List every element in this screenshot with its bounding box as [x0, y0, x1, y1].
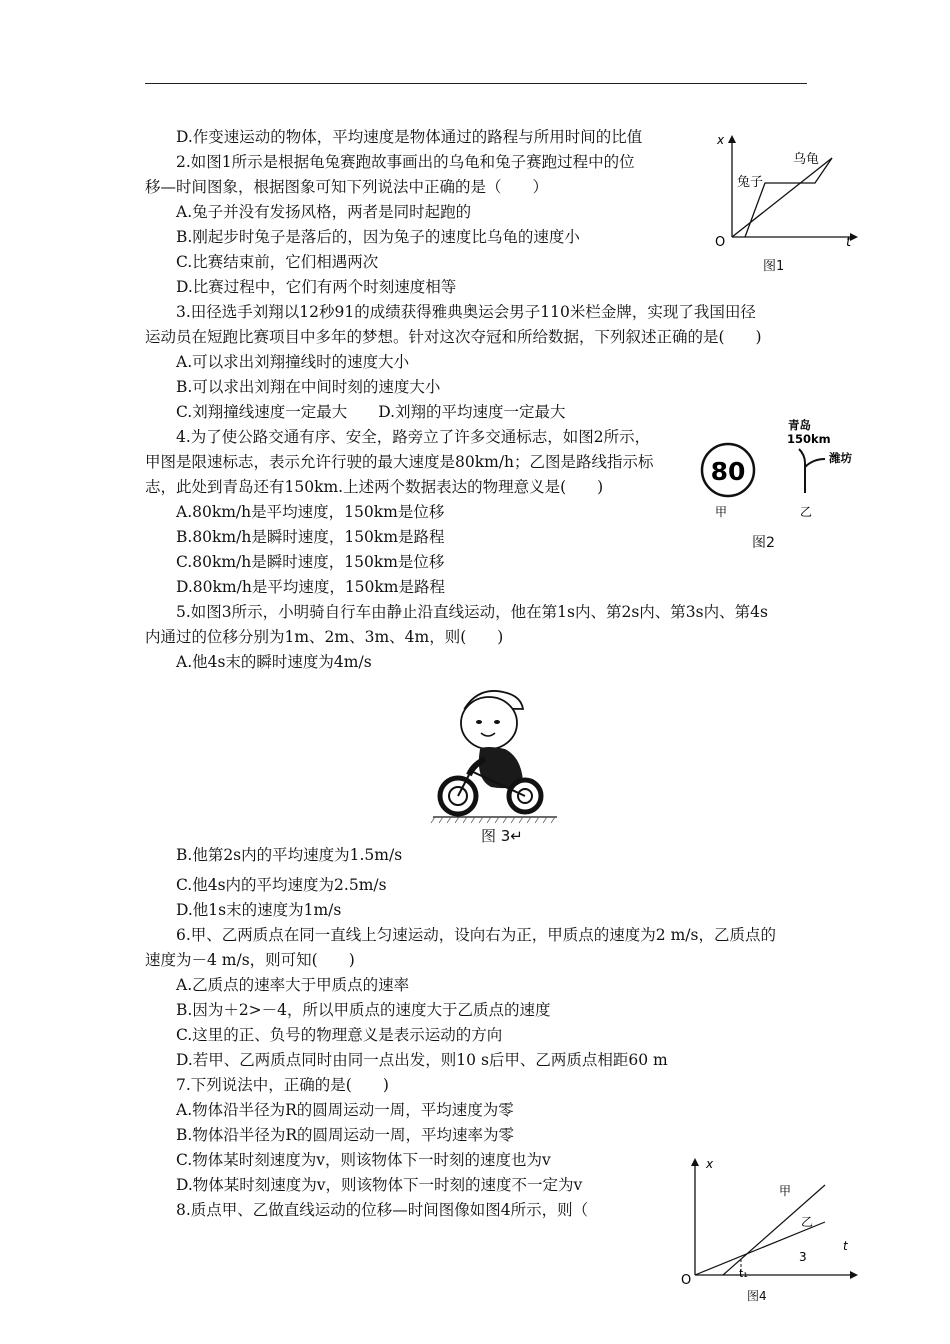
fig4-t-axis-label: t: [843, 1239, 848, 1253]
fig4-yi-label: 乙: [801, 1215, 814, 1229]
fig1-rabbit-label: 兔子: [737, 175, 764, 190]
head-icon: [461, 697, 517, 749]
fig1-rabbit-line: [745, 158, 832, 237]
q2-stem-2: 移—时间图象，根据图象可知下列说法中正确的是（ ）: [145, 178, 549, 196]
q2-stem-1: 2.如图1所示是根据龟兔赛跑故事画出的乌龟和兔子赛跑过程中的位: [176, 153, 635, 171]
q3-option-a: A.可以求出刘翔撞线时的速度大小: [176, 353, 410, 371]
q7-stem: 7.下列说法中，正确的是( ): [176, 1076, 389, 1094]
fig4-line-jia: [723, 1185, 825, 1275]
sign-b-label: 乙: [800, 505, 813, 519]
figure-3-caption: 图 3↵: [481, 827, 523, 845]
q4-stem-2: 甲图是限速标志，表示允许行驶的最大速度是80km/h；乙图是路线指示标: [145, 453, 654, 471]
q5-option-c: C.他4s内的平均速度为2.5m/s: [176, 876, 387, 894]
q3-option-cd: C.刘翔撞线速度一定最大 D.刘翔的平均速度一定最大: [176, 403, 566, 421]
q3-stem-2: 运动员在短跑比赛项目中多年的梦想。针对这次夺冠和所给数据，下列叙述正确的是( ): [145, 328, 762, 346]
q4-stem-1: 4.为了使公路交通有序、安全，路旁立了许多交通标志，如图2所示，: [176, 428, 651, 446]
figure-1-caption: 图1: [763, 259, 785, 274]
header-rule: [145, 83, 807, 84]
q2-option-c: C.比赛结束前，它们相遇两次: [176, 253, 379, 271]
q4-stem-3: 志，此处到青岛还有150km.上述两个数据表达的物理意义是( ): [145, 478, 604, 496]
fig4-3-label: 3: [799, 1250, 807, 1264]
q5-stem-2: 内通过的位移分别为1m、2m、3m、4m，则( ): [145, 628, 504, 646]
q2-option-a: A.兔子并没有发扬风格，两者是同时起跑的: [176, 203, 472, 221]
q6-stem-1: 6.甲、乙两质点在同一直线上匀速运动，设向右为正，甲质点的速度为2 m/s，乙质点的: [176, 926, 776, 944]
q6-option-d: D.若甲、乙两质点同时由同一点出发，则10 s后甲、乙两质点相距60 m: [176, 1051, 668, 1069]
q6-option-a: A.乙质点的速率大于甲质点的速率: [176, 976, 410, 994]
q7-option-b: B.物体沿半径为R的圆周运动一周，平均速率为零: [176, 1126, 514, 1144]
dest-distance-label: 150km: [787, 432, 831, 446]
figure-2-caption: 图2: [752, 535, 775, 551]
q4-option-c: C.80km/h是瞬时速度，150km是位移: [176, 553, 445, 571]
fig4-line-yi: [695, 1222, 825, 1275]
fig4-x-axis-label: x: [706, 1157, 714, 1171]
q5-option-a: A.他4s末的瞬时速度为4m/s: [176, 653, 372, 671]
q6-option-b: B.因为＋2>－4，所以甲质点的速度大于乙质点的速度: [176, 1001, 551, 1019]
fig1-x-axis-label: x: [717, 133, 725, 147]
figure-4-caption: 图4: [747, 1289, 767, 1303]
figure-4-xt-graph: [675, 1150, 865, 1290]
fig4-t1-label: t₁: [739, 1267, 748, 1280]
q5-option-b: B.他第2s内的平均速度为1.5m/s: [176, 846, 403, 864]
fig1-origin-label: O: [715, 235, 726, 250]
q7-option-d: D.物体某时刻速度为v，则该物体下一时刻的速度不一定为v: [176, 1176, 583, 1194]
fig1-t-axis-label: t: [846, 235, 852, 250]
q4-option-b: B.80km/h是瞬时速度，150km是路程: [176, 528, 445, 546]
q3-option-b: B.可以求出刘翔在中间时刻的速度大小: [176, 378, 441, 396]
q3-stem-1: 3.田径选手刘翔以12秒91的成绩获得雅典奥运会男子110米栏金牌，实现了我国田径: [176, 303, 756, 321]
fig1-tortoise-line: [732, 158, 832, 237]
q7-option-a: A.物体沿半径为R的圆周运动一周，平均速度为零: [176, 1101, 514, 1119]
fig4-origin-label: O: [681, 1273, 692, 1288]
q1-option-d: D.作变速运动的物体，平均速度是物体通过的路程与所用时间的比值: [176, 128, 643, 146]
fig1-tortoise-label: 乌龟: [793, 152, 820, 167]
figure-3-cyclist-illustration: [425, 683, 565, 825]
speed-limit-value: 80: [710, 457, 746, 486]
route-sign-arrow-branch: [805, 459, 825, 467]
q4-option-d: D.80km/h是平均速度，150km是路程: [176, 578, 445, 596]
figure-1-xt-graph: [705, 125, 870, 275]
fig4-jia-label: 甲: [779, 1184, 792, 1198]
q4-option-a: A.80km/h是平均速度，150km是位移: [176, 503, 445, 521]
q6-stem-2: 速度为－4 m/s，则可知( ): [145, 951, 355, 969]
q2-option-d: D.比赛过程中，它们有两个时刻速度相等: [176, 278, 457, 296]
sign-a-label: 甲: [715, 505, 728, 519]
q2-option-b: B.刚起步时兔子是落后的，因为兔子的速度比乌龟的速度小: [176, 228, 580, 246]
figure-2-traffic-signs: [695, 415, 870, 525]
q6-option-c: C.这里的正、负号的物理意义是表示运动的方向: [176, 1026, 503, 1044]
q5-stem-1: 5.如图3所示，小明骑自行车由静止沿直线运动，他在第1s内、第2s内、第3s内、第4s: [176, 603, 768, 621]
dest-city-label: 青岛: [788, 418, 811, 432]
side-city-label: 潍坊: [829, 451, 852, 465]
q8-stem: 8.质点甲、乙做直线运动的位移—时间图像如图4所示，则（: [176, 1201, 589, 1219]
q5-option-d: D.他1s末的速度为1m/s: [176, 901, 342, 919]
route-sign-arrow-main: [799, 449, 805, 493]
q7-option-c: C.物体某时刻速度为v，则该物体下一时刻的速度也为v: [176, 1151, 551, 1169]
